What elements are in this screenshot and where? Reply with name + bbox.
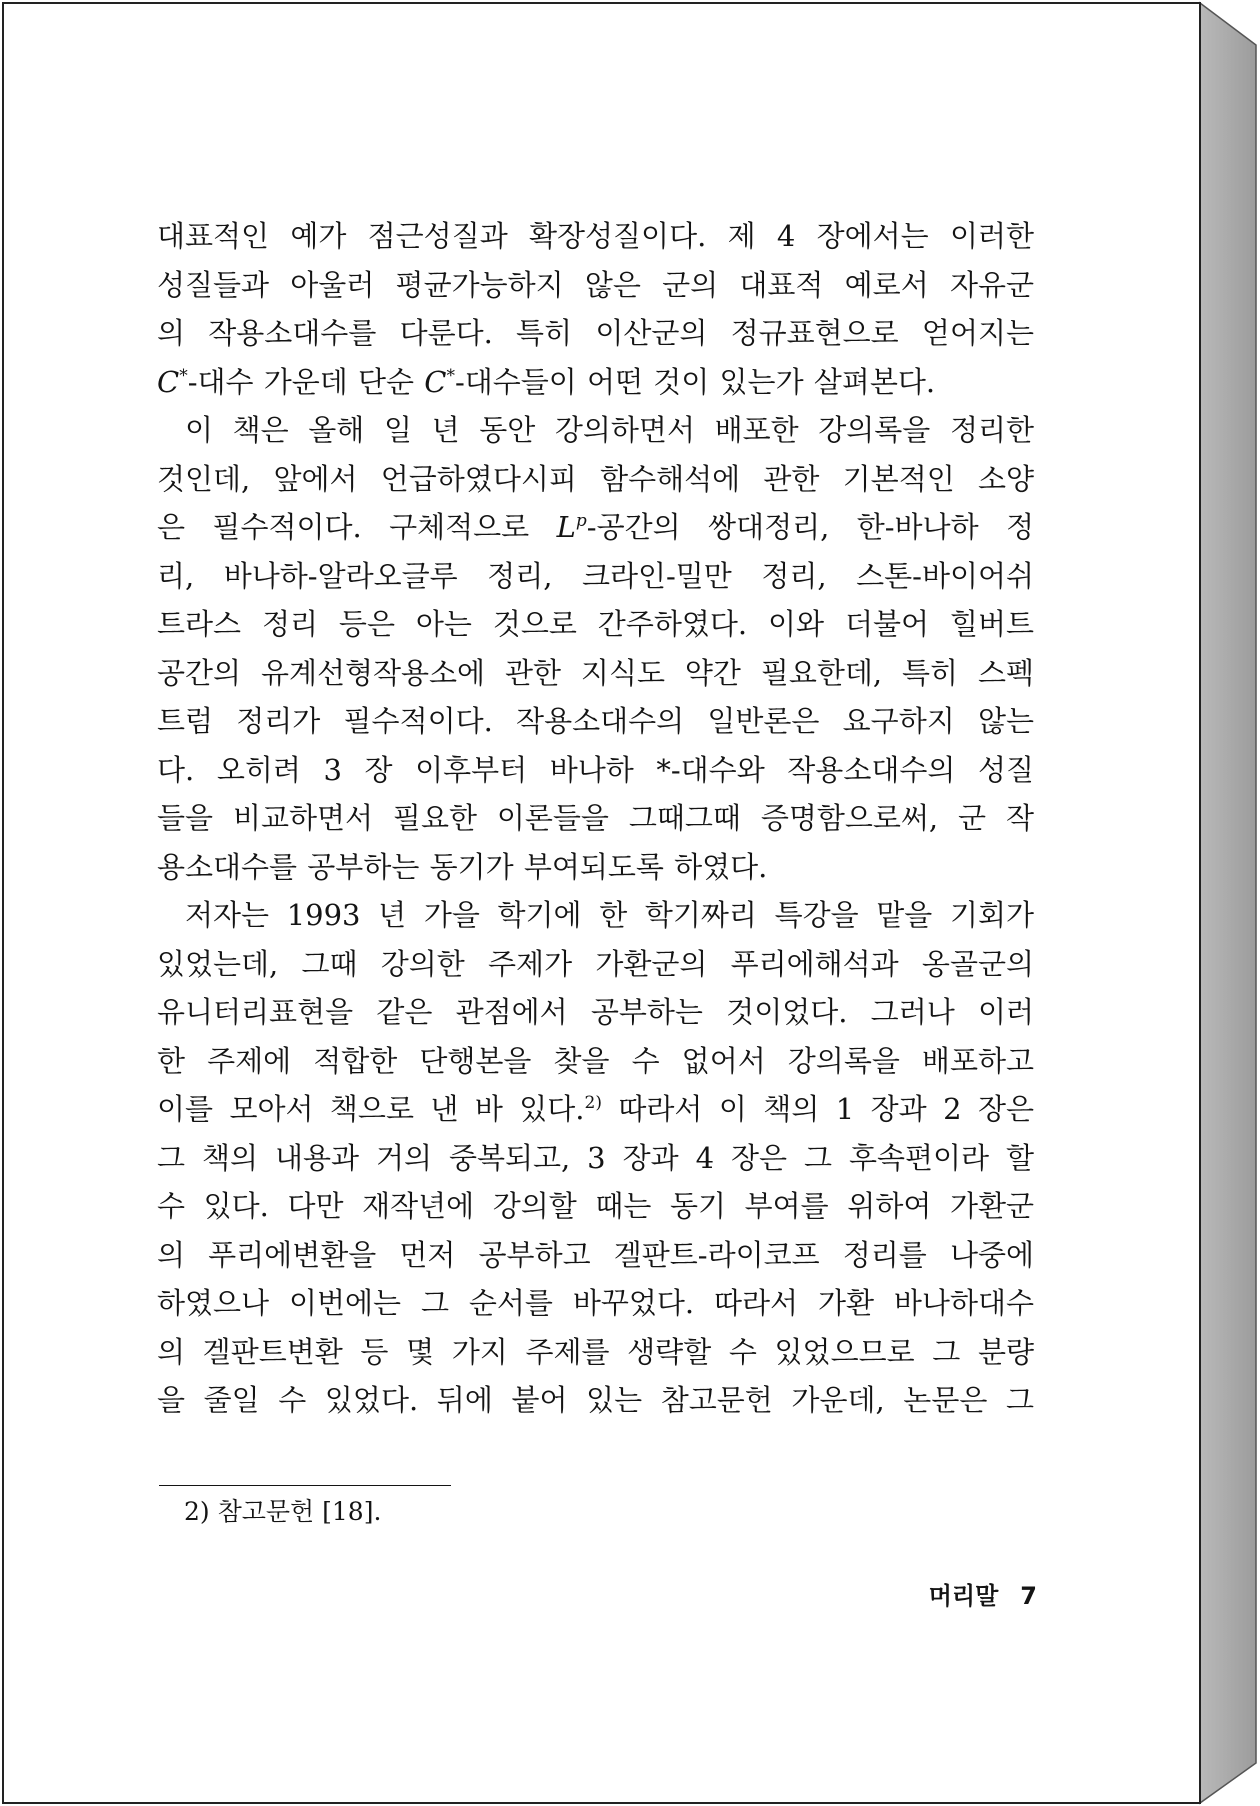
line-text: -대수들이 어떤 것이 있는가 살펴본다. [454, 364, 936, 399]
body-line: 공간의 유계선형작용소에 관한 지식도 약간 필요한데, 특히 스펙 [157, 655, 1034, 690]
line-text: 은 필수적이다. 구체적으로 [157, 510, 557, 544]
body-line: 대표적인 예가 점근성질과 확장성질이다. 제 4 장에서는 이러한 [157, 219, 1034, 253]
line-text: -대수 가운데 단순 [187, 364, 425, 399]
body-line: 의 겔판트변환 등 몇 가지 주제를 생략할 수 있었으므로 그 분량 [157, 1334, 1034, 1369]
body-line: 저자는 1993 년 가을 학기에 한 학기짜리 특강을 맡을 기회가 [185, 898, 1034, 932]
running-head: 머리말 [928, 1582, 999, 1610]
body-line: 트라스 정리 등은 아는 것으로 간주하였다. 이와 더불어 힐버트 [157, 607, 1034, 641]
superscript: * [179, 365, 188, 386]
book-edge [1200, 3, 1256, 1803]
math-symbol: C [424, 364, 447, 399]
footnote: 2) 참고문헌 [18]. [184, 1497, 382, 1526]
body-line [157, 1085, 1034, 1134]
line-text: 이를 모아서 책으로 낸 바 있다. [157, 1092, 585, 1126]
body-text [157, 212, 1034, 1425]
body-line: 수 있다. 다만 재작년에 강의할 때는 동기 부여를 위하여 가환군 [157, 1189, 1034, 1223]
body-line: 것인데, 앞에서 언급하였다시피 함수해석에 관한 기본적인 소양 [157, 461, 1034, 496]
footnote-reference: 2) [584, 1093, 602, 1113]
body-line: 유니터리표현을 같은 관점에서 공부하는 것이었다. 그러나 이러 [157, 995, 1034, 1029]
body-line: 의 작용소대수를 다룬다. 특히 이산군의 정규표현으로 얻어지는 [157, 316, 1034, 350]
body-line: 한 주제에 적합한 단행본을 찾을 수 없어서 강의록을 배포하고 [157, 1043, 1034, 1078]
body-line: 이 책은 올해 일 년 동안 강의하면서 배포한 강의록을 정리한 [185, 413, 1034, 447]
line-text: -공간의 쌍대정리, 한-바나하 정 [586, 510, 1034, 544]
superscript: p [575, 511, 587, 531]
body-line: 하였으나 이번에는 그 순서를 바꾸었다. 따라서 가환 바나하대수 [157, 1286, 1034, 1320]
body-line: 트럼 정리가 필수적이다. 작용소대수의 일반론은 요구하지 않는 [157, 704, 1034, 738]
body-line: 다. 오히려 3 장 이후부터 바나하 *-대수와 작용소대수의 성질 [157, 752, 1034, 787]
page-number: 7 [1020, 1582, 1037, 1610]
body-line: 들을 비교하면서 필요한 이론들을 그때그때 증명함으로써, 군 작 [157, 801, 1034, 835]
body-line: 그 책의 내용과 거의 중복되고, 3 장과 4 장은 그 후속편이라 할 [157, 1140, 1034, 1175]
math-symbol: C [157, 364, 180, 399]
body-line: 성질들과 아울러 평균가능하지 않은 군의 대표적 예로서 자유군 [157, 267, 1034, 302]
math-symbol: L [556, 510, 576, 544]
body-line: 리, 바나하-알라오글루 정리, 크라인-밀만 정리, 스톤-바이어쉬 [157, 558, 1034, 593]
footnote-divider [159, 1485, 451, 1486]
body-line [157, 358, 1034, 407]
superscript: * [446, 365, 455, 386]
page-footer [929, 1580, 1037, 1612]
body-line: 용소대수를 공부하는 동기가 부여되도록 하였다. [157, 849, 768, 884]
body-line: 있었는데, 그때 강의한 주제가 가환군의 푸리에해석과 옹골군의 [157, 946, 1034, 981]
body-line: 의 푸리에변환을 먼저 공부하고 겔판트-라이코프 정리를 나중에 [157, 1237, 1034, 1272]
body-line [157, 503, 1034, 552]
line-text: 따라서 이 책의 1 장과 2 장은 [601, 1092, 1034, 1126]
body-line: 을 줄일 수 있었다. 뒤에 붙어 있는 참고문헌 가운데, 논문은 그 [157, 1383, 1034, 1417]
